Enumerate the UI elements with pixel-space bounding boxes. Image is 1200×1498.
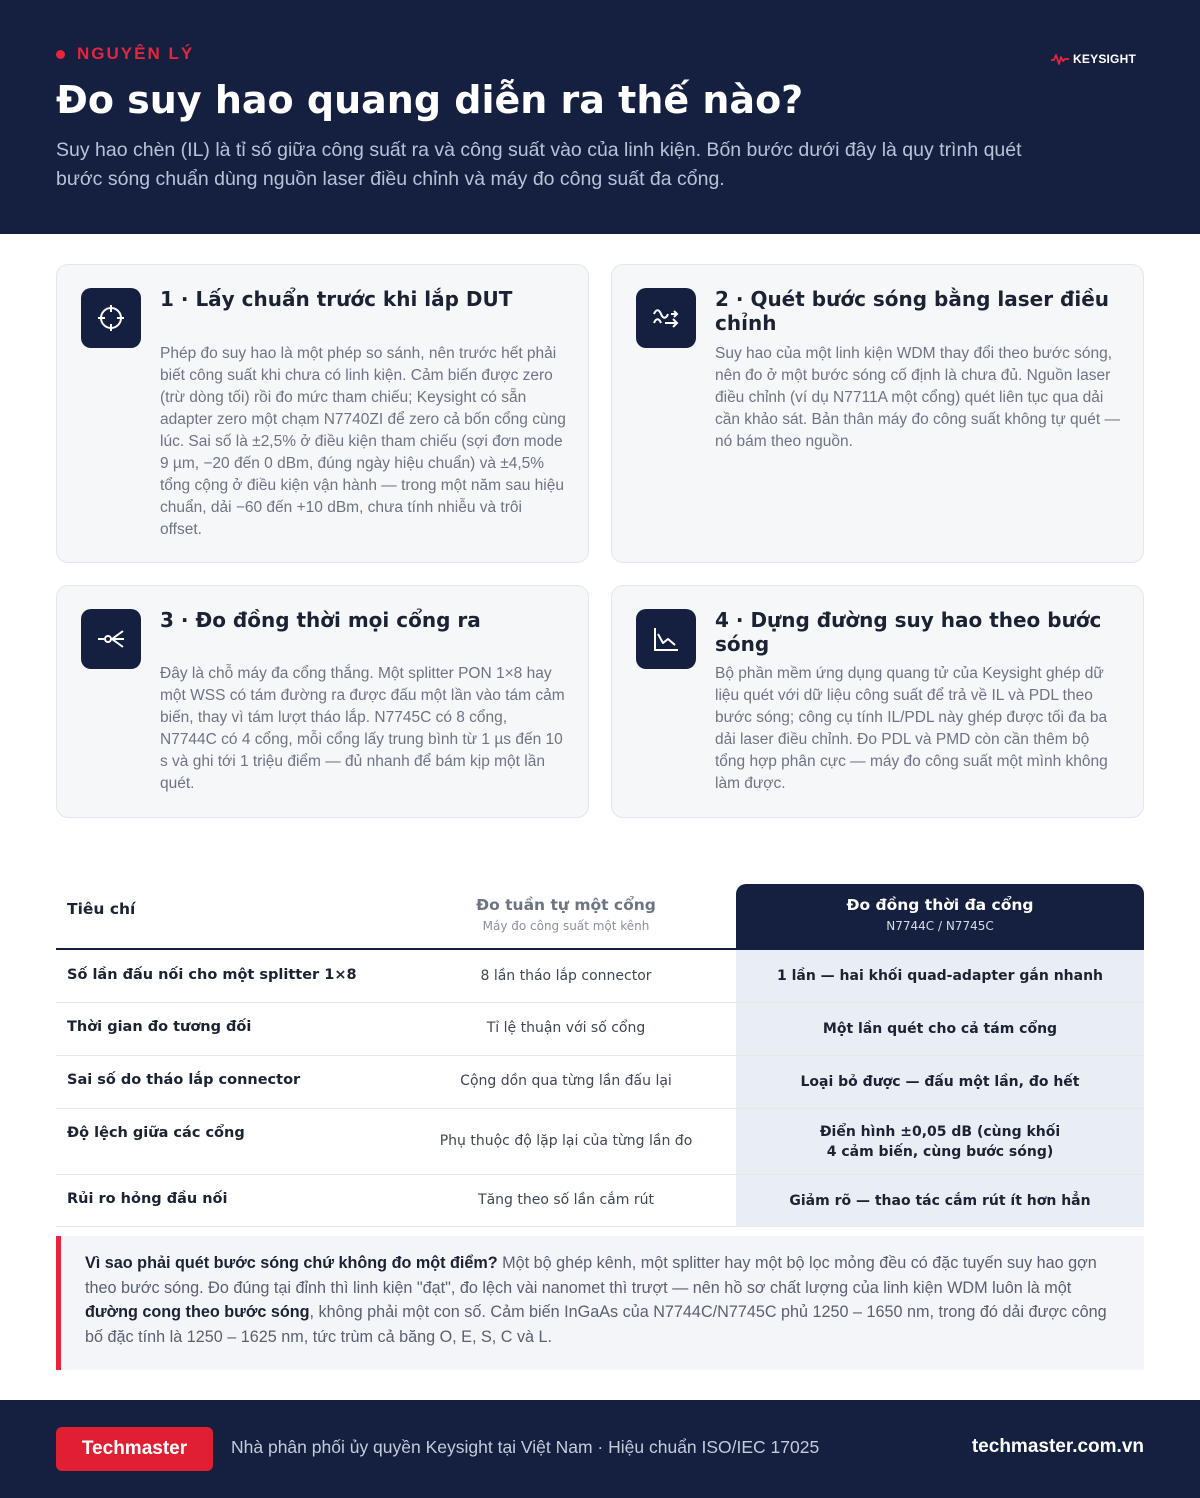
- header-multiport-sub: N7744C / N7745C: [886, 919, 994, 933]
- step-body: Phép đo suy hao là một phép so sánh, nên trước hết phải biết công suất khi chưa có linh kiện. Cảm biến được zero (trừ dòng tối) rồi đo mức tham chiếu; Keysight có sẵn adapter zero một chạm N7740ZI để zero cả bốn cổng cùng lúc. Sai số là ±2,5% ở điều kiện tham chiếu (sợi đơn mode 9 µm, −20 đến 0 dBm, đúng ngày hiệu chuẩn) và ±4,5% tổng cộng ở điều kiện vận hành — trong một năm sau hiệu chuẩn, dải −60 đến +10 dBm, chưa tính nhiễu và trôi offset.: [160, 345, 566, 538]
- callout-note: [56, 1236, 1144, 1370]
- table-header: [56, 884, 1144, 950]
- header-sequential-title: Đo tuần tự một cổng: [476, 896, 656, 914]
- footer-website-link[interactable]: techmaster.com.vn: [971, 1436, 1144, 1457]
- eyebrow-dot-icon: [56, 50, 65, 59]
- header-banner: [0, 0, 1200, 234]
- header-sequential-sub: Máy đo công suất một kênh: [482, 919, 650, 933]
- wave-sweep-icon: [636, 288, 696, 348]
- cell-criterion: Rủi ro hỏng đầu nối: [67, 1191, 228, 1207]
- step-card-3: [56, 585, 589, 818]
- cell-criterion: Độ lệch giữa các cổng: [67, 1125, 245, 1141]
- step-card-4: [611, 585, 1144, 818]
- keysight-wave-icon: [1051, 53, 1069, 65]
- keysight-logo: [1051, 52, 1136, 66]
- table-row: [56, 1109, 1144, 1175]
- header-criterion: Tiêu chí: [67, 900, 136, 918]
- cell-criterion: Số lần đấu nối cho một splitter 1×8: [67, 967, 357, 983]
- step-body: Suy hao của một linh kiện WDM thay đổi theo bước sóng, nên đo ở một bước sóng cố định là chưa đủ. Nguồn laser điều chỉnh (ví dụ N7711A một cổng) quét liên tục qua dải cần khảo sát. Bản thân máy đo công suất không tự quét — nó bám theo nguồn.: [715, 345, 1121, 450]
- step-title: 2 · Quét bước sóng bằng laser điều chỉnh: [715, 287, 1109, 335]
- step-card-1: [56, 264, 589, 563]
- cell-criterion: Sai số do tháo lắp connector: [67, 1072, 301, 1088]
- eyebrow-label: NGUYÊN LÝ: [77, 44, 195, 63]
- crosshair-icon: [81, 288, 141, 348]
- header-multiport-title: Đo đồng thời đa cổng: [846, 896, 1034, 914]
- cell-multiport: 1 lần — hai khối quad-adapter gắn nhanh: [736, 950, 1144, 1002]
- cell-criterion: Thời gian đo tương đối: [67, 1019, 252, 1035]
- note-text-2: , không phải một con số. Cảm biến InGaAs của N7744C/N7745C phủ 1250 – 1650 nm, trong đó dải được công bố đặc tính là 1250 – 1625 nm, tức trùm cả băng O, E, S, C và L.: [85, 1303, 1107, 1346]
- note-emphasis: đường cong theo bước sóng: [85, 1303, 310, 1321]
- step-title: 1 · Lấy chuẩn trước khi lắp DUT: [160, 287, 513, 311]
- techmaster-logo: Techmaster: [56, 1427, 213, 1471]
- intro-text: Suy hao chèn (IL) là tỉ số giữa công suất ra và công suất vào của linh kiện. Bốn bước dưới đây là quy trình quét bước sóng chuẩn dùng nguồn laser điều chỉnh và máy đo công suất đa cổng.: [56, 139, 1022, 190]
- header-multiport: [736, 884, 1144, 950]
- step-card-2: [611, 264, 1144, 563]
- step-body: Bộ phần mềm ứng dụng quang tử của Keysight ghép dữ liệu quét với dữ liệu công suất để trả về IL và PDL theo bước sóng; công cụ tính IL/PDL này ghép được tối đa ba dải laser điều chỉnh. Đo PDL và PMD còn cần thêm bộ tổng hợp phân cực — máy đo công suất một mình không làm được.: [715, 665, 1108, 792]
- footer-text: Nhà phân phối ủy quyền Keysight tại Việt Nam · Hiệu chuẩn ISO/IEC 17025: [231, 1437, 820, 1457]
- cell-multiport: Một lần quét cho cả tám cổng: [736, 1003, 1144, 1055]
- header-sequential: [396, 896, 736, 933]
- step-title: 4 · Dựng đường suy hao theo bước sóng: [715, 608, 1102, 656]
- table-row: [56, 950, 1144, 1003]
- line-chart-icon: [636, 609, 696, 669]
- step-title: 3 · Đo đồng thời mọi cổng ra: [160, 608, 481, 632]
- comparison-table: [56, 884, 1144, 1227]
- cell-sequential: Tăng theo số lần cắm rút: [478, 1192, 654, 1208]
- table-row: [56, 1175, 1144, 1227]
- cell-sequential: 8 lần tháo lắp connector: [480, 968, 652, 984]
- splitter-icon: [81, 609, 141, 669]
- cell-sequential: Cộng dồn qua từng lần đấu lại: [460, 1073, 672, 1089]
- note-text-1: Một bộ ghép kênh, một splitter hay một bộ lọc mỏng đều có đặc tuyến suy hao gợn theo bước sóng. Đo đúng tại đỉnh thì linh kiện "đạt", đo lệch vài nanomet thì trượt — nên hồ sơ chất lượng của linh kiện WDM luôn là một: [85, 1254, 1097, 1297]
- cell-multiport: Giảm rõ — thao tác cắm rút ít hơn hẳn: [736, 1175, 1144, 1226]
- cell-multiport: Loại bỏ được — đấu một lần, đo hết: [736, 1056, 1144, 1108]
- table-row: [56, 1056, 1144, 1109]
- brand-label: KEYSIGHT: [1073, 52, 1136, 66]
- cell-multiport: Điển hình ±0,05 dB (cùng khối 4 cảm biến, cùng bước sóng): [736, 1109, 1144, 1174]
- footer: [0, 1400, 1200, 1498]
- page-title: Đo suy hao quang diễn ra thế nào?: [56, 78, 804, 122]
- table-row: [56, 1003, 1144, 1056]
- cell-sequential: Tỉ lệ thuận với số cổng: [486, 1020, 646, 1036]
- eyebrow: [56, 44, 194, 64]
- step-body: Đây là chỗ máy đa cổng thắng. Một splitter PON 1×8 hay một WSS có tám đường ra được đấu một lần vào tám cảm biến, thay vì tám lượt tháo lắp. N7745C có 8 cổng, N7744C có 4 cổng, mỗi cổng lấy trung bình từ 1 µs đến 10 s và ghi tới 1 triệu điểm — đủ nhanh để bám kịp một lần quét.: [160, 665, 565, 792]
- cell-sequential: Phụ thuộc độ lặp lại của từng lần đo: [439, 1133, 693, 1149]
- note-lead: Vì sao phải quét bước sóng chứ không đo một điểm?: [85, 1254, 498, 1272]
